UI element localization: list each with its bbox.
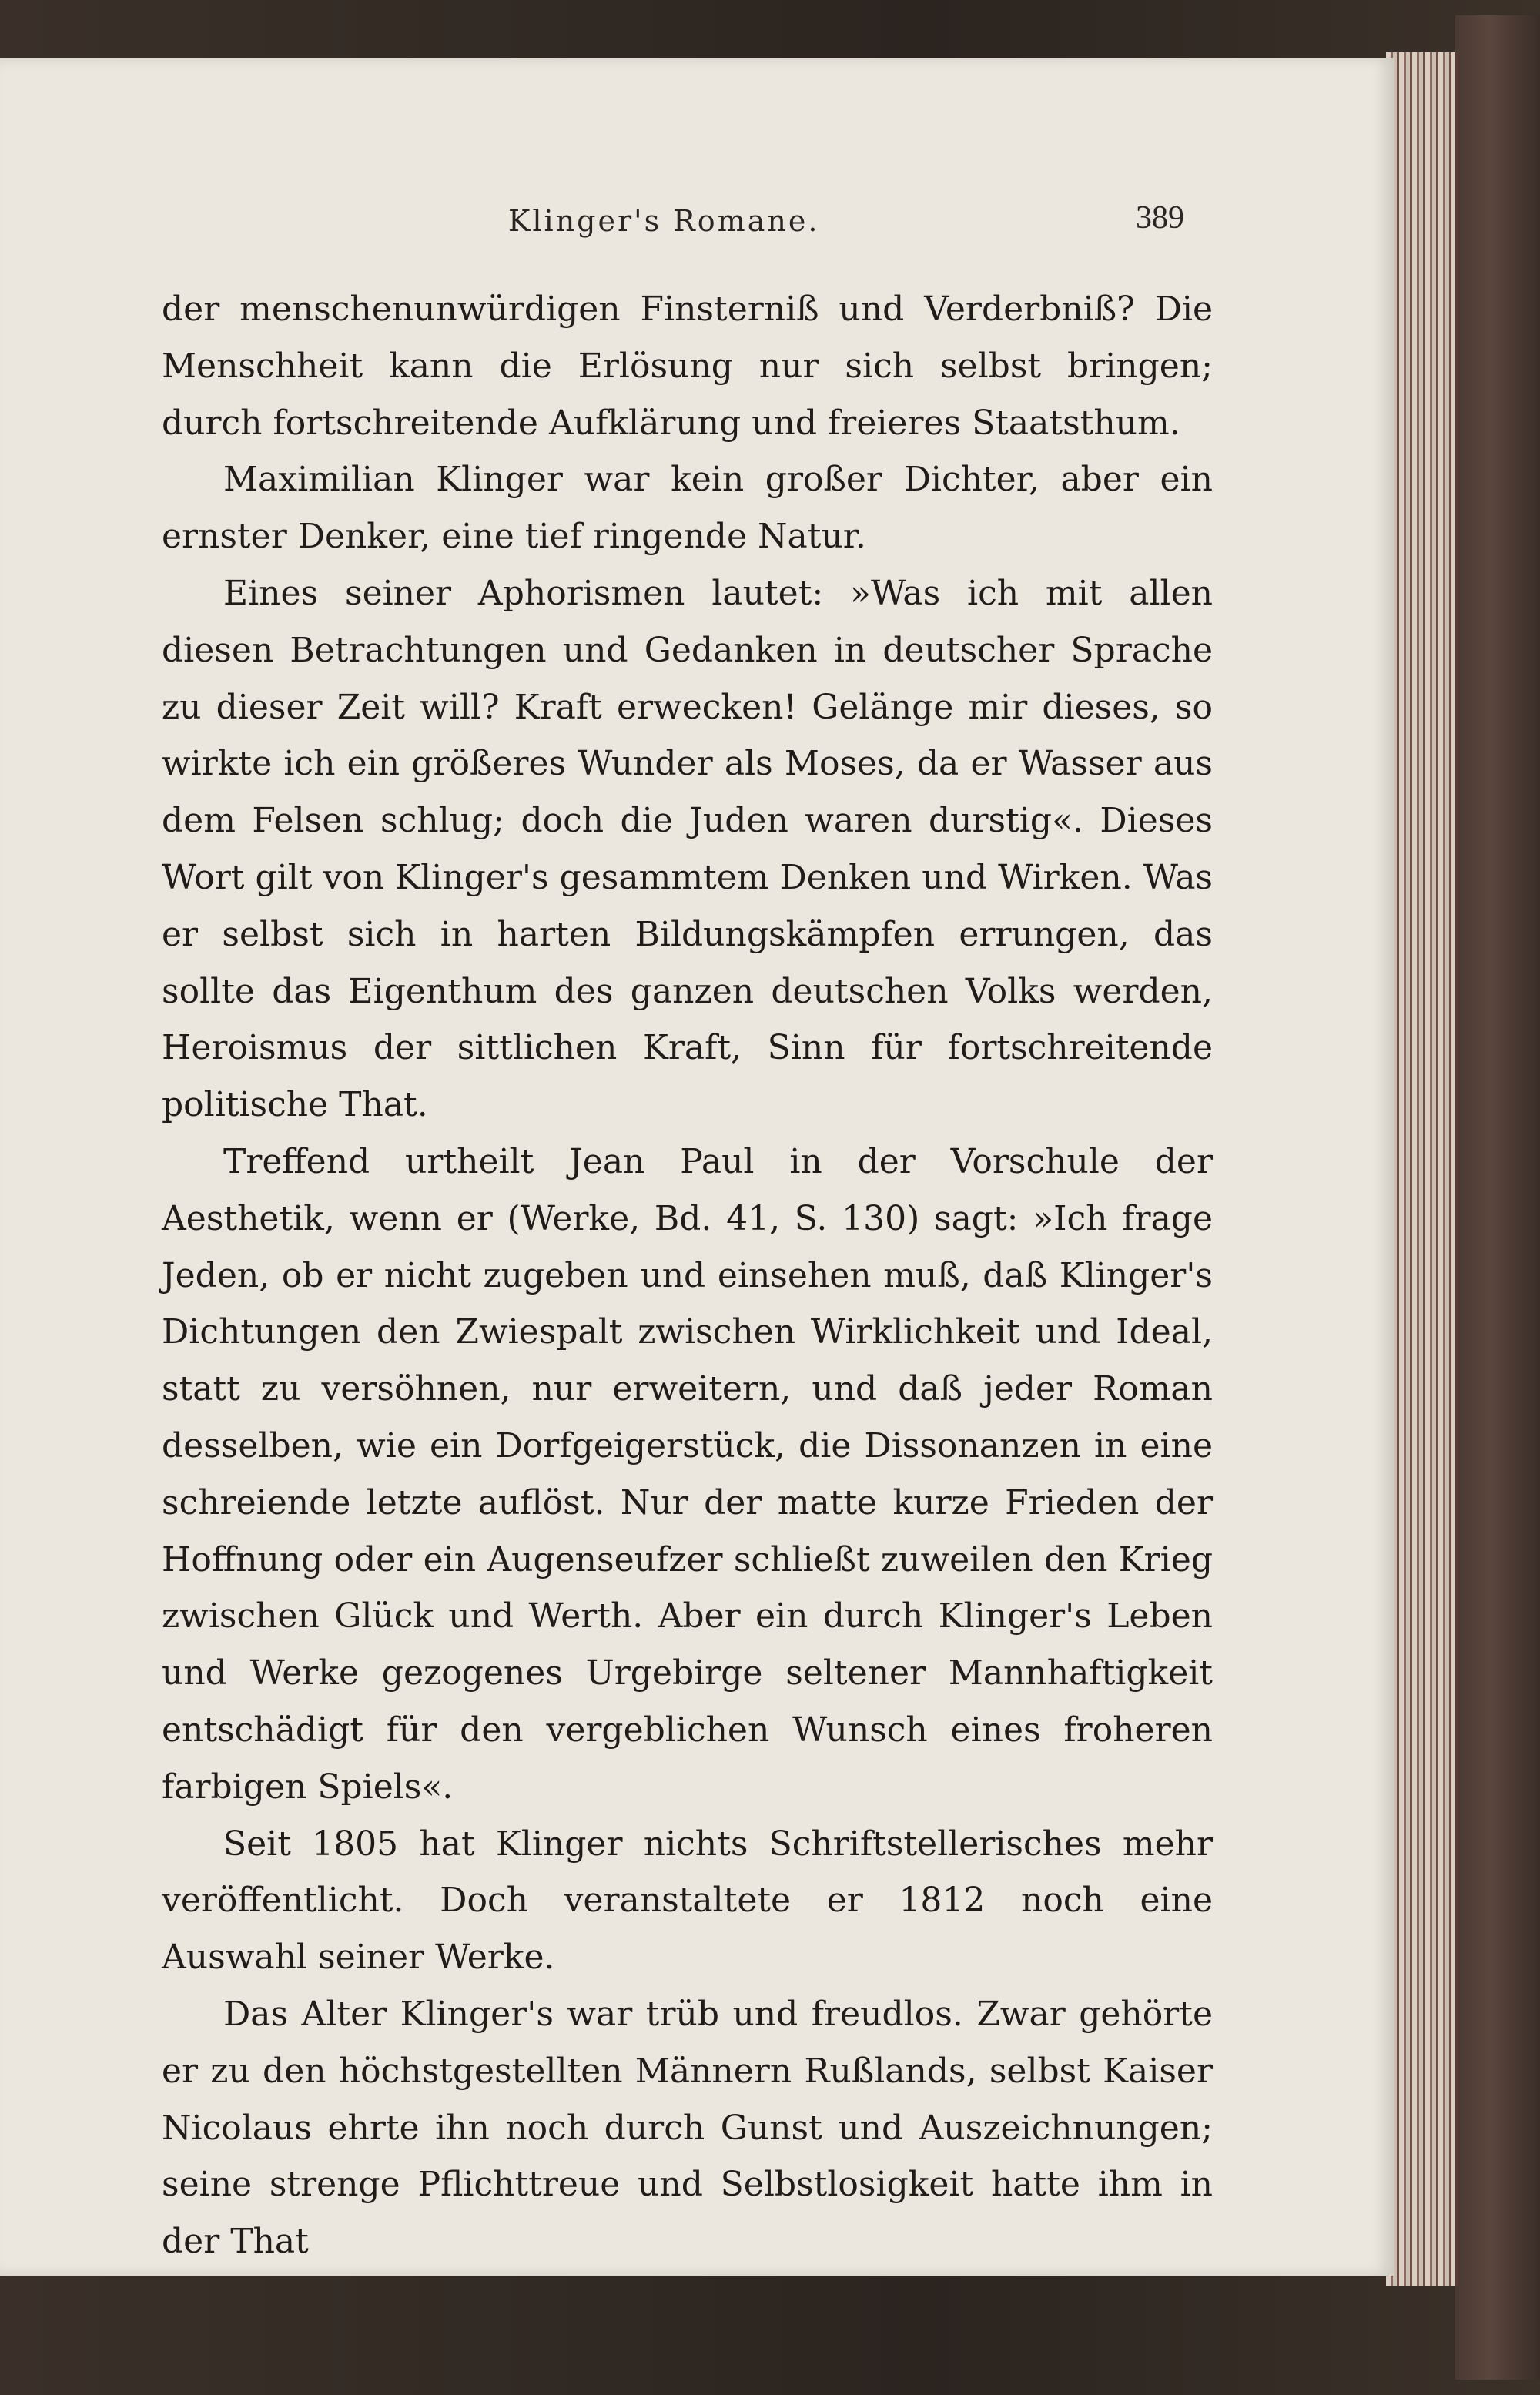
paragraph: Treffend urtheilt Jean Paul in der Vorschule der Aesthetik, wenn er (Werke, Bd. 41, S. 130) sagt: »Ich frage Jeden, ob er nicht zugeben und einsehen muß, daß Klinger's Dichtungen den Zwiespalt zwischen Wirklichkeit und Ideal, statt zu versöhnen, nur erweitern, und daß jeder Roman desselben, wie ein Dorfgeigerstück, die Dissonanzen in eine schreiende letzte auflöst. Nur der matte kurze Frieden der Hoffnung oder ein Augenseufzer schließt zuweilen den Krieg zwischen Glück und Werth. Aber ein durch Klinger's Leben und Werke gezogenes Urgebirge seltener Mannhaftigkeit entschädigt für den vergeblichen Wunsch eines froheren farbigen Spiels«. — [162, 1141, 1213, 1807]
book-page — [0, 58, 1394, 2276]
paragraph: Eines seiner Aphorismen lautet: »Was ich mit allen diesen Betrachtungen und Gedanken in deutscher Sprache zu dieser Zeit will? Kraft erwecken! Gelänge mir dieses, so wirkte ich ein größeres Wunder als Moses, da er Wasser aus dem Felsen schlug; doch die Juden waren durstig«. Dieses Wort gilt von Klinger's gesammtem Denken und Wirken. Was er selbst sich in harten Bildungskämpfen errungen, das sollte das Eigenthum des ganzen deutschen Volks werden, Heroismus der sittlichen Kraft, Sinn für fortschreitende politische That. — [162, 573, 1213, 1125]
page-stack-edges — [1386, 52, 1458, 2286]
paragraph: Seit 1805 hat Klinger nichts Schriftstellerisches mehr veröffentlicht. Doch veranstaltete er 1812 noch eine Auswahl seiner Werke. — [162, 1824, 1213, 1978]
paragraph: Das Alter Klinger's war trüb und freudlos. Zwar gehörte er zu den höchstgestellten Männern Rußlands, selbst Kaiser Nicolaus ehrte ihn noch durch Gunst und Auszeichnungen; seine strenge Pflichttreue und Selbstlosigkeit hatte ihm in der That — [162, 1994, 1213, 2262]
running-title: Klinger's Romane. — [508, 204, 820, 238]
book-cover-edge — [1455, 15, 1540, 2380]
page-header — [0, 200, 1201, 258]
page-number: 389 — [1136, 200, 1184, 236]
body-text — [162, 281, 1213, 2270]
paragraph-continuation: der menschenunwürdigen Finsterniß und Verderbniß? Die Menschheit kann die Erlösung nur sich selbst bringen; durch fortschreitende Aufklärung und freieres Staatsthum. — [162, 290, 1213, 443]
paragraph: Maximilian Klinger war kein großer Dichter, aber ein ernster Denker, eine tief ringende Natur. — [162, 460, 1213, 557]
